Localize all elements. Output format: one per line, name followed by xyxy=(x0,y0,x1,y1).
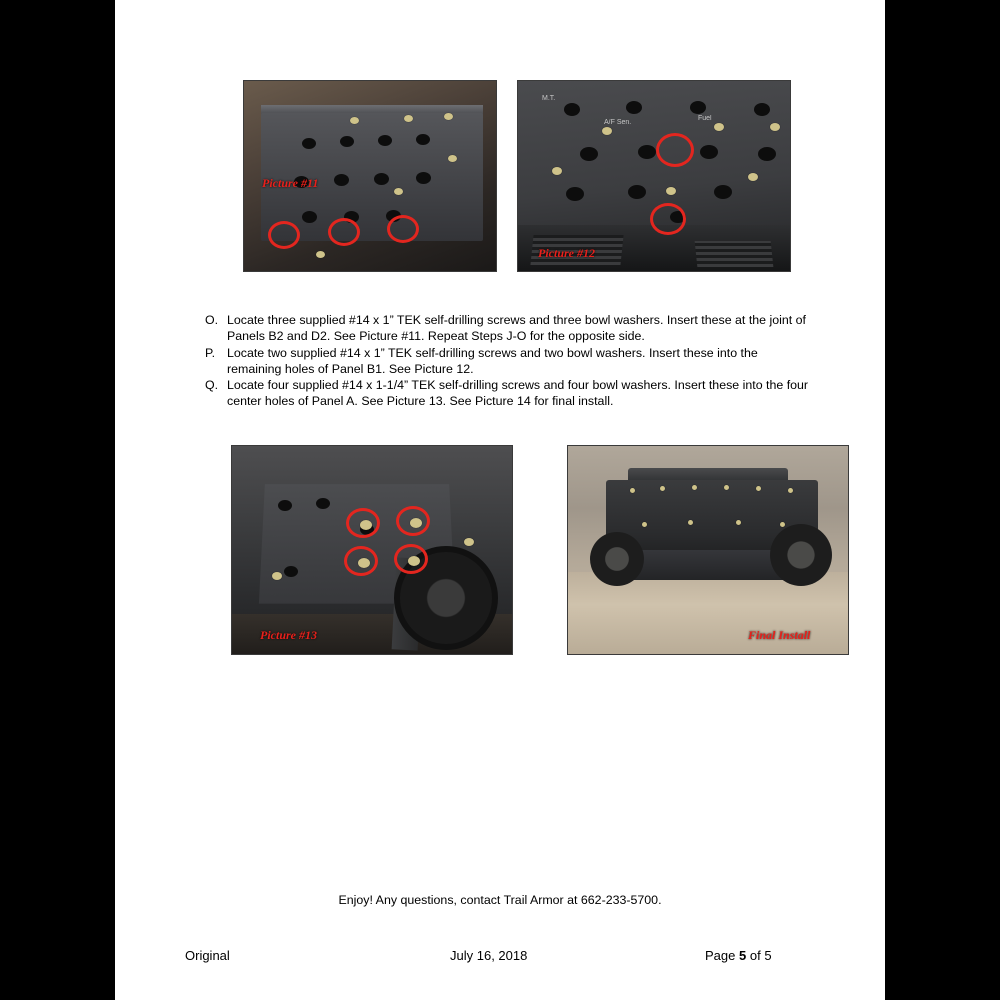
panel-hole xyxy=(566,187,584,201)
footer-revision: Original xyxy=(185,948,230,963)
screw-head xyxy=(788,488,793,493)
step-text: Locate four supplied #14 x 1-1/4” TEK self-drilling screws and four bowl washers. Insert these into the four center holes of Panel A. See Picture 13. See Picture 14 for final install. xyxy=(227,378,809,409)
vent-grill-right xyxy=(695,241,774,267)
annotation-circle xyxy=(387,215,419,243)
annotation-circle xyxy=(656,133,694,167)
screw-head xyxy=(724,485,729,490)
screw-head xyxy=(602,127,612,135)
screw-head xyxy=(756,486,761,491)
panel-hole xyxy=(284,566,298,577)
figure-final-install xyxy=(567,445,849,655)
screw-head xyxy=(350,117,359,124)
footer-page-total: 5 xyxy=(764,948,772,963)
front-wheel xyxy=(590,532,644,586)
annotation-circle xyxy=(344,546,378,576)
screw-head xyxy=(444,113,453,120)
annotation-circle xyxy=(394,544,428,574)
screw-head xyxy=(552,167,562,175)
figure-picture-11 xyxy=(243,80,497,272)
panel-hole xyxy=(316,498,330,509)
annotation-circle xyxy=(328,218,360,246)
panel-hole xyxy=(628,185,646,199)
panel-hole xyxy=(758,147,776,161)
screw-head xyxy=(770,123,780,131)
figure-picture-12 xyxy=(517,80,791,272)
panel-hole xyxy=(714,185,732,199)
screw-head xyxy=(780,522,785,527)
screw-head xyxy=(272,572,282,580)
panel-hole xyxy=(626,101,642,114)
panel-hole xyxy=(334,174,349,186)
handwritten-mark: M.T. xyxy=(542,95,556,102)
screw-head xyxy=(316,251,325,258)
step-marker: O. xyxy=(205,313,219,327)
rear-wheel xyxy=(770,524,832,586)
handwritten-mark: A/F Sen. xyxy=(604,119,632,126)
panel-hole xyxy=(378,135,392,146)
panel-hole xyxy=(564,103,580,116)
screw-head xyxy=(692,485,697,490)
figure-caption: Picture #11 xyxy=(262,176,319,190)
footer-page-number: 5 xyxy=(739,948,747,963)
screw-head xyxy=(660,486,665,491)
panel-hole xyxy=(374,173,389,185)
panel-hole xyxy=(638,145,656,159)
panel-hole xyxy=(580,147,598,161)
panel-hole xyxy=(416,172,431,184)
step-text: Locate two supplied #14 x 1” TEK self-drilling screws and two bowl washers. Insert these into the remaining holes of Panel B1. See Picture 12. xyxy=(227,345,758,376)
footer-page-indicator xyxy=(705,948,772,963)
panel-hole xyxy=(340,136,354,147)
figure-picture-13 xyxy=(231,445,513,655)
screw-head xyxy=(394,188,403,195)
footer-page-of: of xyxy=(749,948,761,963)
screw-head xyxy=(666,187,676,195)
screw-head xyxy=(688,520,693,525)
screw-head xyxy=(748,173,758,181)
instruction-steps xyxy=(205,312,810,410)
step-item xyxy=(205,377,810,410)
panel-hole xyxy=(416,134,430,145)
annotation-circle xyxy=(268,221,300,249)
panel-hole xyxy=(278,500,292,511)
document-page xyxy=(115,0,885,1000)
panel-hole xyxy=(302,138,316,149)
step-marker: P. xyxy=(205,345,216,360)
step-item xyxy=(205,345,810,378)
footer-date: July 16, 2018 xyxy=(450,948,528,963)
screw-head xyxy=(448,155,457,162)
annotation-circle xyxy=(650,203,686,235)
handwritten-mark: Fuel xyxy=(698,115,712,122)
screw-head xyxy=(404,115,413,122)
figure-caption: Picture #13 xyxy=(260,628,317,642)
footer-page-prefix: Page xyxy=(705,948,736,963)
screw-head xyxy=(642,522,647,527)
screw-head xyxy=(464,538,474,546)
contact-line: Enjoy! Any questions, contact Trail Armor at 662-233-5700. xyxy=(338,893,662,907)
figure-caption: Picture #12 xyxy=(538,246,595,260)
screw-head xyxy=(714,123,724,131)
step-marker: Q. xyxy=(205,378,219,393)
figure-caption: Final Install xyxy=(748,628,811,642)
panel-hole xyxy=(302,211,317,223)
panel-hole xyxy=(700,145,718,159)
panel-hole xyxy=(690,101,706,114)
screw-head xyxy=(630,488,635,493)
panel-hole xyxy=(754,103,770,116)
step-text: Locate three supplied #14 x 1” TEK self-drilling screws and three bowl washers. Insert these at the joint of Panels B2 and D2. See Picture #11. Repeat Steps J-O for the opposite side. xyxy=(227,313,806,344)
annotation-circle xyxy=(396,506,430,536)
annotation-circle xyxy=(346,508,380,538)
step-item xyxy=(205,312,810,345)
screw-head xyxy=(736,520,741,525)
